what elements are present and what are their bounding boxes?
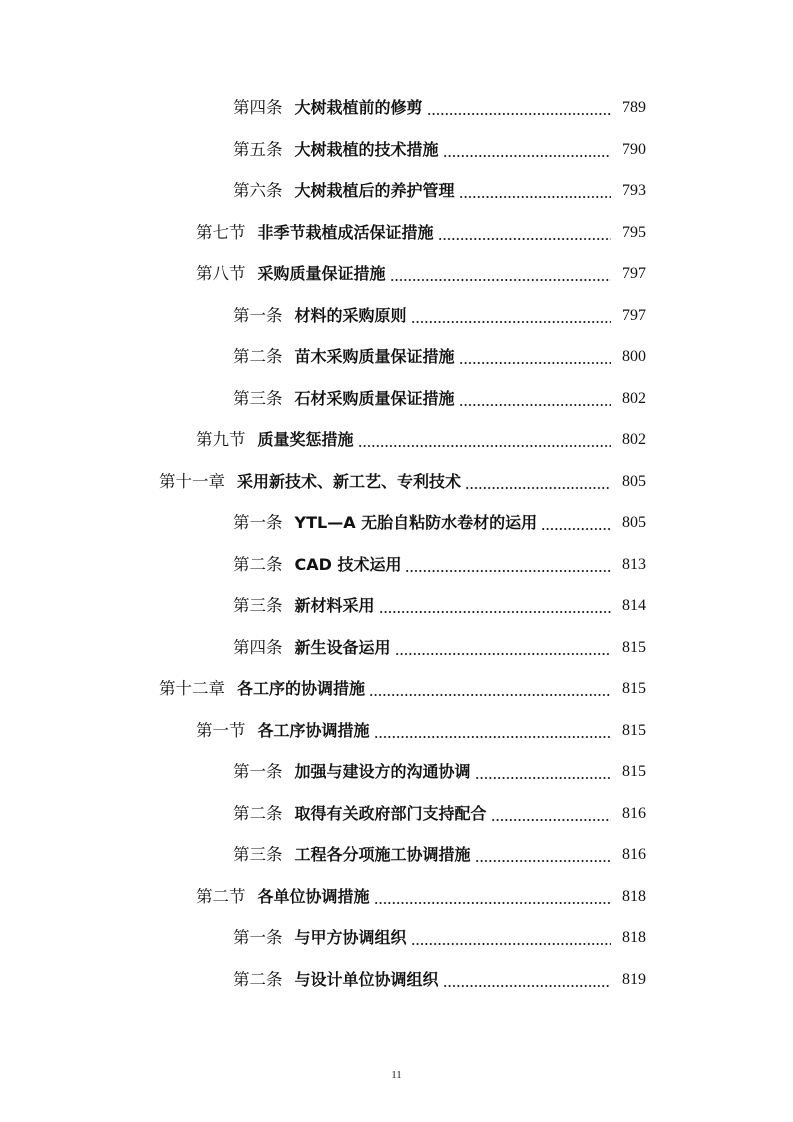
toc-entry[interactable] <box>0 840 793 870</box>
entry-number: 第一条 <box>233 928 283 947</box>
toc-entry[interactable] <box>0 218 793 248</box>
entry-page-number: 805 <box>622 473 646 490</box>
dot-leader <box>541 528 611 530</box>
toc-entry[interactable] <box>0 259 793 289</box>
toc-entry[interactable] <box>0 425 793 455</box>
entry-number: 第十一章 <box>159 472 225 491</box>
entry-page-number: 815 <box>622 722 646 739</box>
entry-title: 大树栽植后的养护管理 <box>294 181 455 200</box>
entry-title: YTL—A 无胎自粘防水卷材的运用 <box>294 513 538 532</box>
entry-title: 与设计单位协调组织 <box>294 970 439 989</box>
dot-leader <box>438 238 611 240</box>
entry-title: CAD 技术运用 <box>294 555 402 574</box>
entry-title: 新材料采用 <box>294 596 375 615</box>
entry-number: 第二条 <box>233 347 283 366</box>
entry-page-number: 815 <box>622 763 646 780</box>
entry-number: 第一条 <box>233 306 283 325</box>
entry-page-number: 802 <box>622 431 646 448</box>
entry-title: 新生设备运用 <box>294 638 391 657</box>
dot-leader <box>405 570 611 572</box>
entry-page-number: 793 <box>622 182 646 199</box>
entry-page-number: 795 <box>622 224 646 241</box>
entry-number: 第六条 <box>233 181 283 200</box>
entry-number: 第二条 <box>233 804 283 823</box>
entry-number: 第四条 <box>233 98 283 117</box>
entry-page-number: 790 <box>622 141 646 158</box>
dot-leader <box>395 653 611 655</box>
entry-number: 第九节 <box>196 430 246 449</box>
page-footer-number: 11 <box>391 1069 402 1081</box>
entry-title: 大树栽植前的修剪 <box>294 98 423 117</box>
entry-page-number: 818 <box>622 929 646 946</box>
entry-number: 第十二章 <box>159 679 225 698</box>
dot-leader <box>374 736 611 738</box>
toc-entry[interactable] <box>0 342 793 372</box>
entry-page-number: 816 <box>622 805 646 822</box>
toc-entry[interactable] <box>0 135 793 165</box>
dot-leader <box>443 985 611 987</box>
toc-entry[interactable] <box>0 716 793 746</box>
toc-entry[interactable] <box>0 965 793 995</box>
entry-page-number: 816 <box>622 846 646 863</box>
toc-entry[interactable] <box>0 467 793 497</box>
entry-page-number: 797 <box>622 307 646 324</box>
entry-page-number: 815 <box>622 680 646 697</box>
entry-number: 第五条 <box>233 140 283 159</box>
dot-leader <box>475 860 611 862</box>
entry-page-number: 800 <box>622 348 646 365</box>
entry-number: 第三条 <box>233 845 283 864</box>
toc-entry[interactable] <box>0 508 793 538</box>
entry-number: 第一条 <box>233 762 283 781</box>
entry-title: 质量奖惩措施 <box>257 430 354 449</box>
entry-number: 第八节 <box>196 264 246 283</box>
entry-page-number: 789 <box>622 99 646 116</box>
entry-number: 第二条 <box>233 970 283 989</box>
entry-title: 各工序协调措施 <box>257 721 370 740</box>
entry-title: 采用新技术、新工艺、专利技术 <box>237 472 462 491</box>
toc-entry[interactable] <box>0 550 793 580</box>
entry-title: 各单位协调措施 <box>257 887 370 906</box>
entry-title: 与甲方协调组织 <box>294 928 407 947</box>
entry-page-number: 819 <box>622 971 646 988</box>
entry-title: 材料的采购原则 <box>294 306 407 325</box>
toc-entry[interactable] <box>0 757 793 787</box>
dot-leader <box>459 362 611 364</box>
entry-page-number: 805 <box>622 514 646 531</box>
dot-leader <box>459 404 611 406</box>
toc-entry[interactable] <box>0 633 793 663</box>
entry-number: 第三条 <box>233 596 283 615</box>
entry-title: 取得有关政府部门支持配合 <box>294 804 487 823</box>
entry-title: 采购质量保证措施 <box>257 264 386 283</box>
toc-entry[interactable] <box>0 591 793 621</box>
dot-leader <box>459 196 611 198</box>
dot-leader <box>390 279 611 281</box>
dot-leader <box>491 819 611 821</box>
toc-entry[interactable] <box>0 882 793 912</box>
toc-entry[interactable] <box>0 176 793 206</box>
dot-leader <box>475 777 611 779</box>
entry-number: 第二节 <box>196 887 246 906</box>
dot-leader <box>358 445 611 447</box>
entry-title: 非季节栽植成活保证措施 <box>257 223 434 242</box>
dot-leader <box>369 694 611 696</box>
dot-leader <box>411 943 611 945</box>
entry-title: 苗木采购质量保证措施 <box>294 347 455 366</box>
toc-entry[interactable] <box>0 674 793 704</box>
entry-number: 第二条 <box>233 555 283 574</box>
dot-leader <box>465 487 611 489</box>
entry-page-number: 815 <box>622 639 646 656</box>
entry-title: 各工序的协调措施 <box>237 679 366 698</box>
entry-page-number: 797 <box>622 265 646 282</box>
dot-leader <box>374 902 611 904</box>
toc-entry[interactable] <box>0 301 793 331</box>
entry-page-number: 802 <box>622 390 646 407</box>
entry-page-number: 818 <box>622 888 646 905</box>
entry-number: 第四条 <box>233 638 283 657</box>
toc-entry[interactable] <box>0 923 793 953</box>
dot-leader <box>379 611 611 613</box>
entry-page-number: 813 <box>622 556 646 573</box>
toc-entry[interactable] <box>0 93 793 123</box>
toc-entry[interactable] <box>0 384 793 414</box>
entry-title: 石材采购质量保证措施 <box>294 389 455 408</box>
entry-title: 工程各分项施工协调措施 <box>294 845 471 864</box>
entry-title: 加强与建设方的沟通协调 <box>294 762 471 781</box>
entry-title: 大树栽植的技术措施 <box>294 140 439 159</box>
entry-number: 第三条 <box>233 389 283 408</box>
dot-leader <box>443 155 611 157</box>
entry-number: 第一条 <box>233 513 283 532</box>
dot-leader <box>411 321 611 323</box>
toc-entry[interactable] <box>0 799 793 829</box>
entry-number: 第一节 <box>196 721 246 740</box>
dot-leader <box>427 113 611 115</box>
entry-page-number: 814 <box>622 597 646 614</box>
entry-number: 第七节 <box>196 223 246 242</box>
